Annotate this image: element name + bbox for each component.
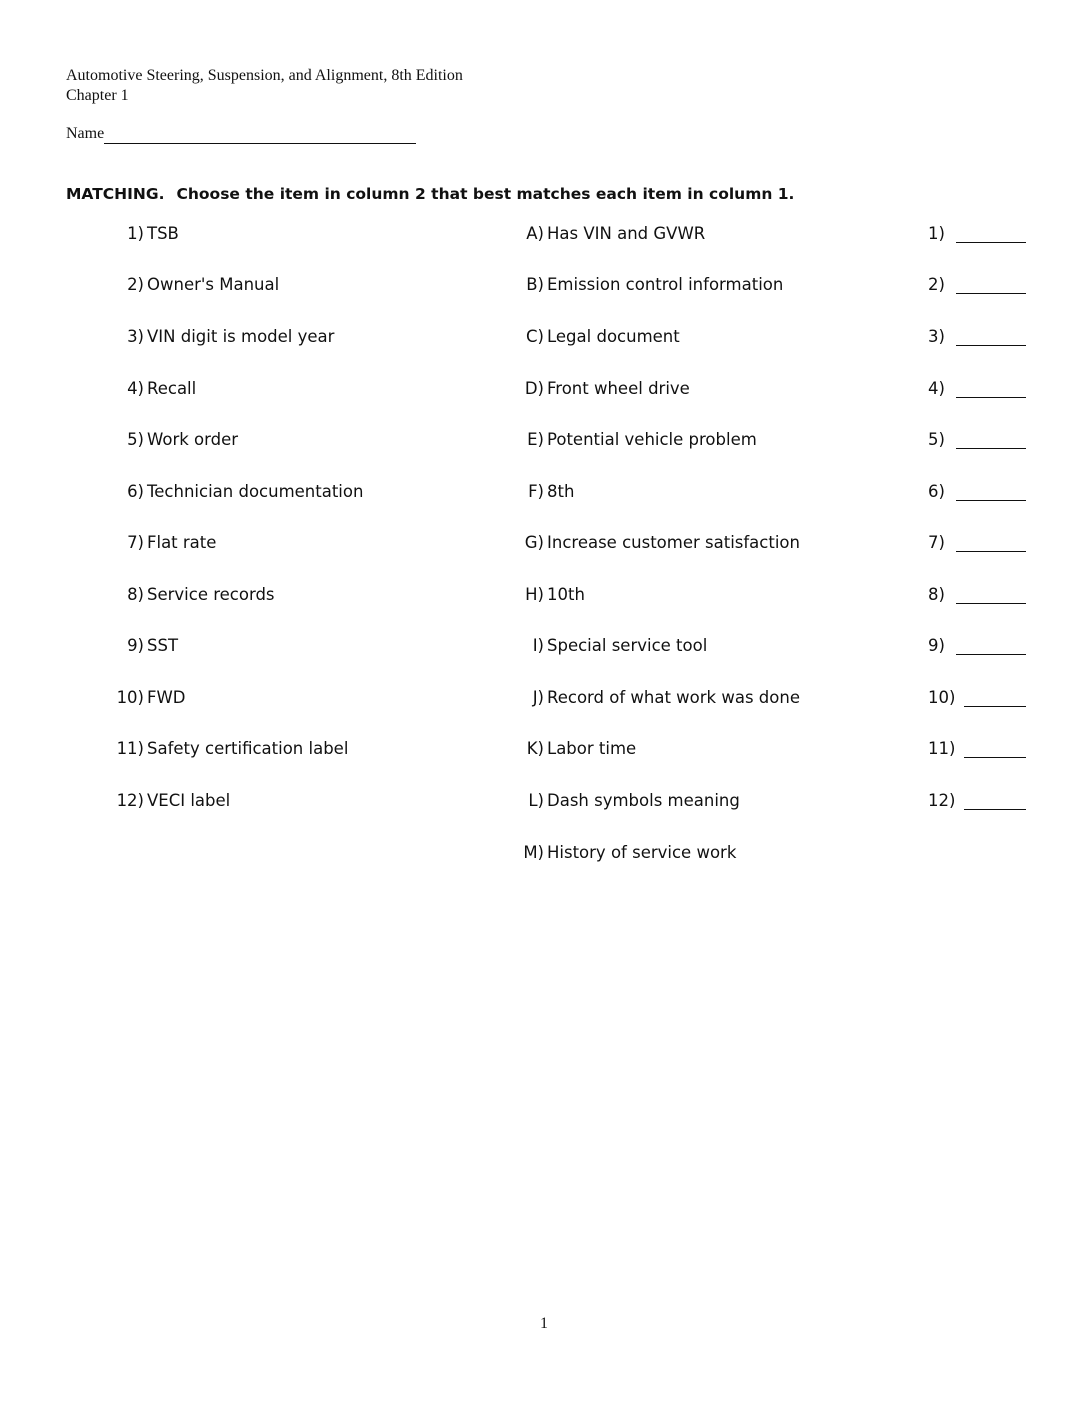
option-letter: L) <box>528 791 544 810</box>
chapter-label: Chapter 1 <box>66 87 129 104</box>
option-letter: I) <box>532 636 544 655</box>
question-row <box>0 531 1088 555</box>
option-letter: C) <box>526 327 544 346</box>
question-row <box>0 428 1088 452</box>
page-number: 1 <box>540 1315 548 1332</box>
name-field-line[interactable] <box>104 125 416 144</box>
item-number: 3) <box>127 327 144 346</box>
item-number: 9) <box>127 636 144 655</box>
answer-blank[interactable] <box>964 757 1026 758</box>
item-text: Recall <box>147 379 197 398</box>
answer-number: 1) <box>928 224 945 243</box>
answer-blank[interactable] <box>964 809 1026 810</box>
answer-blank[interactable] <box>956 242 1026 243</box>
answer-number: 2) <box>928 275 945 294</box>
name-label: Name <box>66 125 105 142</box>
option-text: 10th <box>547 585 585 604</box>
answer-blank[interactable] <box>956 397 1026 398</box>
option-text: Labor time <box>547 739 637 758</box>
answer-number: 10) <box>928 688 956 707</box>
question-row <box>0 222 1088 246</box>
option-text: Record of what work was done <box>547 688 800 707</box>
answer-number: 11) <box>928 739 956 758</box>
option-letter: K) <box>526 739 544 758</box>
answer-number: 3) <box>928 327 945 346</box>
answer-number: 6) <box>928 482 945 501</box>
answer-blank[interactable] <box>956 500 1026 501</box>
option-letter: A) <box>526 224 544 243</box>
option-text: History of service work <box>547 843 737 862</box>
instructions-text: Choose the item in column 2 that best matches each item in column 1. <box>176 185 795 203</box>
item-text: TSB <box>147 224 179 243</box>
option-letter: J) <box>532 688 544 707</box>
answer-number: 8) <box>928 585 945 604</box>
item-text: FWD <box>147 688 186 707</box>
answer-blank[interactable] <box>964 706 1026 707</box>
item-number: 6) <box>127 482 144 501</box>
answer-blank[interactable] <box>956 293 1026 294</box>
answer-blank[interactable] <box>956 345 1026 346</box>
question-row <box>0 634 1088 658</box>
answer-blank[interactable] <box>956 654 1026 655</box>
answer-blank[interactable] <box>956 448 1026 449</box>
option-text: Special service tool <box>547 636 708 655</box>
answer-number: 12) <box>928 791 956 810</box>
question-row <box>0 273 1088 297</box>
book-title: Automotive Steering, Suspension, and Alignment, 8th Edition <box>66 67 463 84</box>
section-type-label: MATCHING. <box>66 185 165 203</box>
question-row <box>0 686 1088 710</box>
option-letter: H) <box>525 585 544 604</box>
option-text: Dash symbols meaning <box>547 791 740 810</box>
question-row <box>0 789 1088 813</box>
answer-number: 9) <box>928 636 945 655</box>
question-row <box>0 583 1088 607</box>
answer-blank[interactable] <box>956 603 1026 604</box>
answer-number: 4) <box>928 379 945 398</box>
option-letter: G) <box>524 533 544 552</box>
option-letter: D) <box>524 379 544 398</box>
item-text: Safety certification label <box>147 739 349 758</box>
option-letter: E) <box>527 430 544 449</box>
option-text: Emission control information <box>547 275 784 294</box>
item-number: 12) <box>116 791 144 810</box>
item-number: 5) <box>127 430 144 449</box>
answer-number: 7) <box>928 533 945 552</box>
option-text: Potential vehicle problem <box>547 430 757 449</box>
option-letter: B) <box>526 275 544 294</box>
item-number: 7) <box>127 533 144 552</box>
answer-blank[interactable] <box>956 551 1026 552</box>
question-row <box>0 325 1088 349</box>
option-text: 8th <box>547 482 575 501</box>
option-text: Front wheel drive <box>547 379 690 398</box>
name-row <box>66 124 416 144</box>
option-text: Has VIN and GVWR <box>547 224 706 243</box>
item-text: SST <box>147 636 179 655</box>
item-text: Service records <box>147 585 275 604</box>
option-letter: M) <box>523 843 544 862</box>
item-number: 1) <box>127 224 144 243</box>
answer-number: 5) <box>928 430 945 449</box>
question-row <box>0 377 1088 401</box>
item-text: VECI label <box>147 791 231 810</box>
item-number: 8) <box>127 585 144 604</box>
option-row <box>0 841 1088 865</box>
item-number: 4) <box>127 379 144 398</box>
item-text: Owner's Manual <box>147 275 280 294</box>
option-text: Increase customer satisfaction <box>547 533 800 552</box>
item-number: 2) <box>127 275 144 294</box>
item-text: Technician documentation <box>147 482 364 501</box>
item-number: 11) <box>116 739 144 758</box>
item-text: VIN digit is model year <box>147 327 335 346</box>
section-instructions <box>66 185 794 203</box>
option-text: Legal document <box>547 327 680 346</box>
item-number: 10) <box>116 688 144 707</box>
item-text: Flat rate <box>147 533 217 552</box>
option-letter: F) <box>528 482 544 501</box>
item-text: Work order <box>147 430 239 449</box>
question-row <box>0 737 1088 761</box>
question-row <box>0 480 1088 504</box>
